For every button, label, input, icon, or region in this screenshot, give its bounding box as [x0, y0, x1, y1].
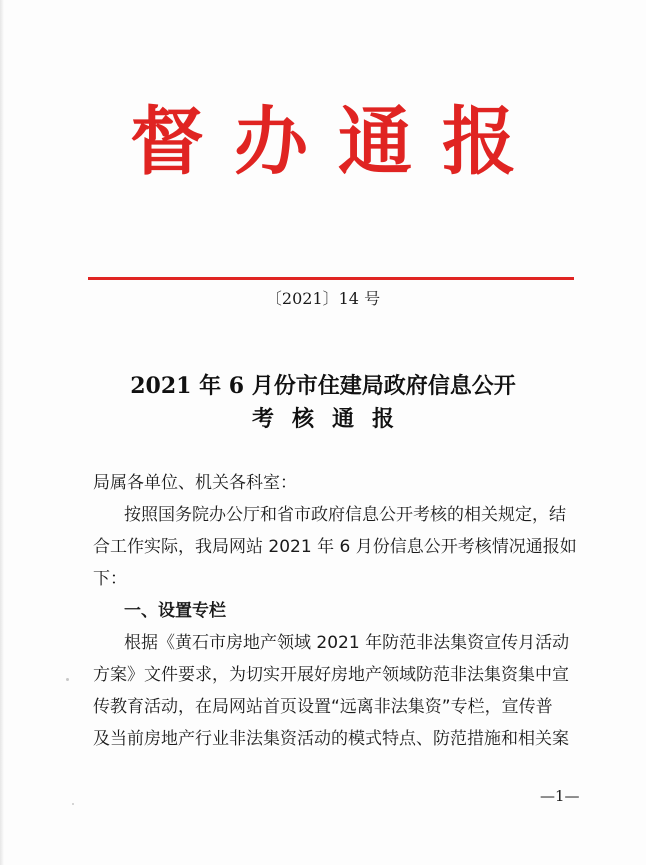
document-number: 〔2021〕14 号	[265, 289, 381, 308]
paragraph-2-line-4: 及当前房地产行业非法集资活动的模式特点、防范措施和相关案	[93, 729, 569, 749]
paragraph-1-line-1: 按照国务院办公厅和省市政府信息公开考核的相关规定，结	[124, 505, 566, 525]
scan-speck	[72, 803, 74, 805]
paragraph-1-line-3: 下：	[93, 569, 127, 589]
scan-speck	[66, 678, 69, 681]
masthead-title: 督办通报	[130, 99, 546, 185]
page-number: —1—	[540, 787, 580, 805]
section-1-heading: 一、设置专栏	[124, 601, 226, 621]
addressee: 局属各单位、机关各科室：	[93, 473, 297, 493]
masthead-red-rule	[88, 277, 574, 280]
paragraph-2-line-3: 传教育活动，在局网站首页设置“远离非法集资”专栏，宣传普	[93, 697, 553, 717]
paragraph-1-line-2: 合工作实际，我局网站 2021 年 6 月份信息公开考核情况通报如	[93, 537, 577, 557]
document-title-line-1: 2021 年 6 月份市住建局政府信息公开	[130, 373, 516, 399]
paragraph-2-line-1: 根据《黄石市房地产领域 2021 年防范非法集资宣传月活动	[124, 633, 570, 653]
document-title-line-2: 考核通报	[251, 406, 412, 432]
paragraph-2-line-2: 方案》文件要求，为切实开展好房地产领域防范非法集资集中宣	[93, 665, 569, 685]
